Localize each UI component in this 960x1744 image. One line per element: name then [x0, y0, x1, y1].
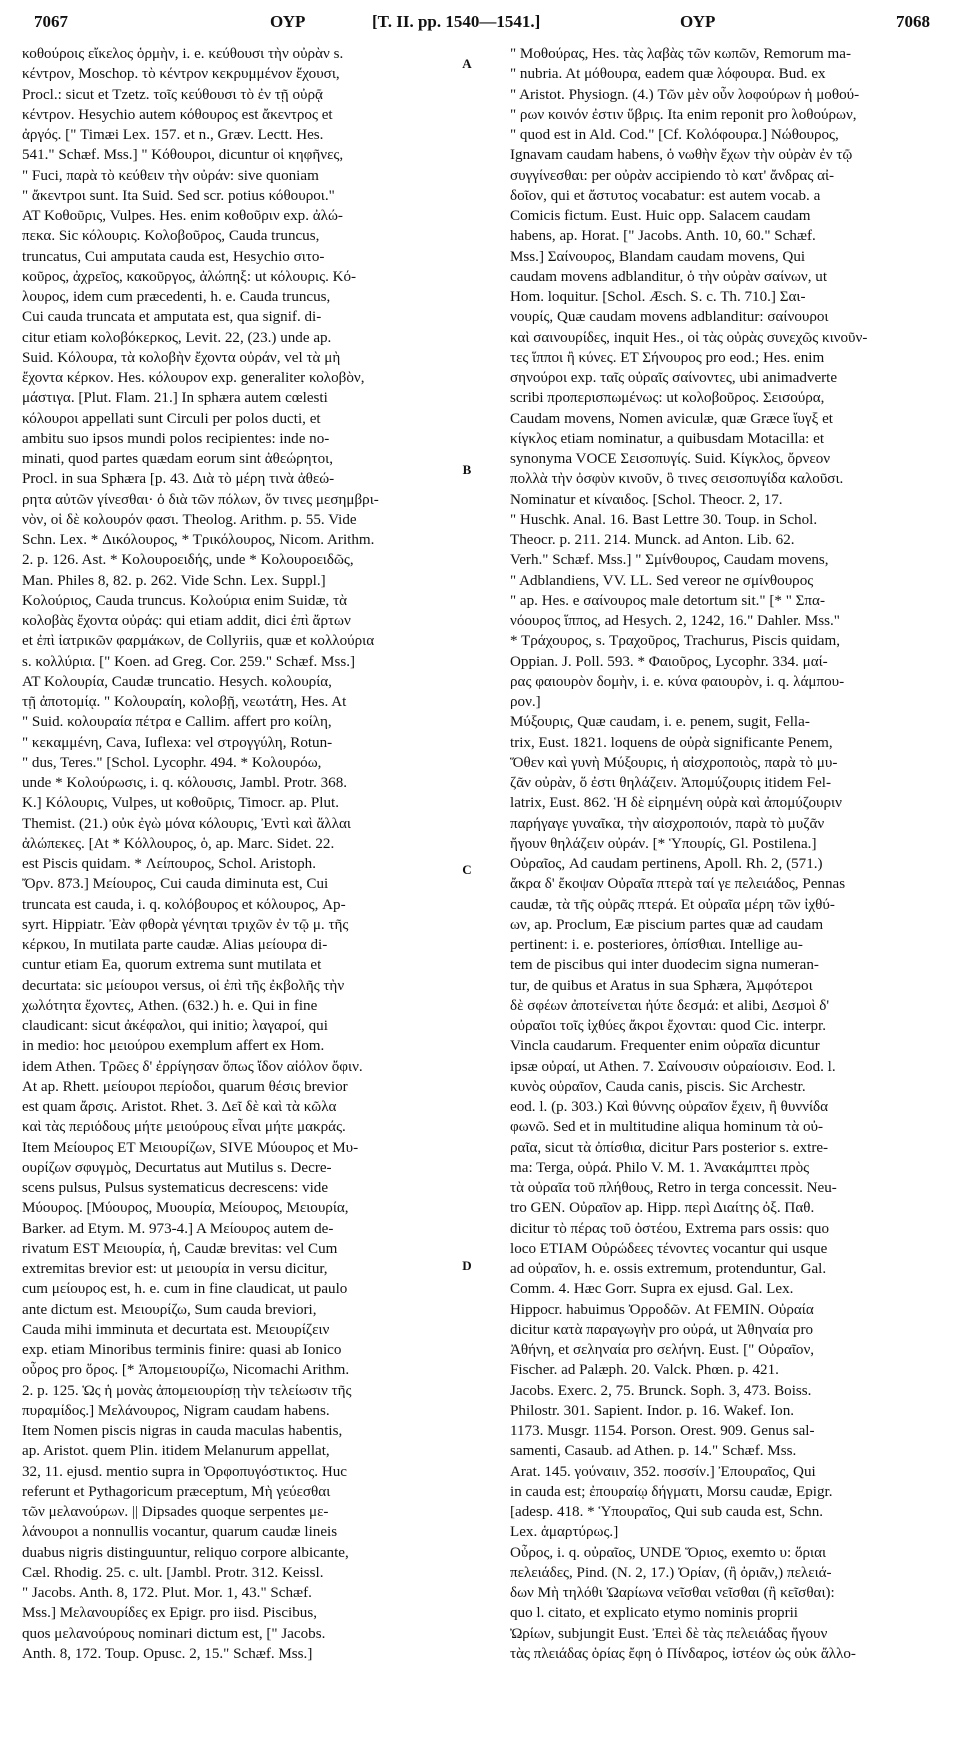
text-line: eod. l. (p. 303.) Καὶ θύννης οὐραῖον ἔχειν, ἢ θυννίδα — [510, 1099, 829, 1115]
right-text-column — [510, 44, 940, 1664]
volume-page-range: [T. II. pp. 1540—1541.] — [372, 12, 541, 31]
text-line: κολοβὰς ἔχοντα οὐράς: qui etiam addit, dici ἐπὶ ἄρτων — [22, 613, 351, 629]
text-line: Κολούριος, Cauda truncus. Κολούρια enim Suidæ, τὰ — [22, 592, 348, 609]
text-line: Mss.] Σαίνουρος, Blandam caudam movens, Qui — [510, 248, 806, 265]
left-text-column — [22, 44, 452, 1664]
text-line: κοῦρος, ἀχρεῖος, κακοῦργος, ἀλώπηξ: ut κόλουρις. Κό- — [22, 268, 357, 285]
text-line: Ὅθεν καὶ γυνὴ Μύξουρις, ἡ αἰσχροποιὸς, παρὰ τὸ μυ- — [510, 754, 838, 771]
text-line: loco ETIAM Οὐρώδεες τένοντες vocantur qui usque — [510, 1240, 828, 1257]
text-line: pertinent: i. e. posteriores, ὀπίσθιαι. Intellige au- — [510, 937, 803, 953]
text-line: Jacobs. Exerc. 2, 75. Brunck. Soph. 3, 473. Boiss. — [510, 1382, 812, 1399]
text-line: truncata est cauda, i. q. κολόβουρος et κόλουρος, Ap- — [22, 896, 346, 913]
text-line: Anth. 8, 172. Toup. Opusc. 2, 15." Schæf. Mss.] — [22, 1645, 313, 1662]
text-line: decurtata: sic μείουροι versus, οἱ ἐπὶ τῆς ἐκβολῆς τὴν — [22, 977, 345, 994]
text-line: " Huschk. Anal. 16. Bast Lettre 30. Toup. in Schol. — [510, 511, 818, 528]
text-line: καὶ τὰς περιόδους μήτε μειούρους εἶναι μήτε μακράς. — [22, 1119, 346, 1136]
text-line: quos μελανούρους nominari dictum est, [" Jacobs. — [22, 1625, 326, 1642]
text-line: Cui cauda truncata et amputata est, qua signif. di- — [22, 309, 322, 326]
text-line: ambitu suo ipsos mundi polos recipientes: inde no- — [22, 430, 330, 447]
text-line: οὐραῖοι τοῖς ἰχθύες ἄκροι ἔχονται: quod Cic. interpr. — [510, 1018, 827, 1034]
text-line: Barker. ad Etym. M. 973-4.] A Μείουρος autem de- — [22, 1220, 334, 1237]
text-line: τὰ οὐραῖα τοῦ πλήθους, Retro in terga concessit. Neu- — [510, 1180, 837, 1196]
text-line: " Fuci, παρὰ τὸ κεύθειν τὴν οὐράν: sive quoniam — [22, 167, 319, 184]
text-line: κέντρον, Moschop. τὸ κέντρον κεκρυμμένον ἔχουσι, — [22, 66, 340, 83]
text-line: ρητα αὐτῶν γίνεσθαι· ὁ διὰ τῶν πόλων, ὅν τινες μεσημβρι- — [22, 491, 379, 508]
text-line: τῶν μελανούρων. || Dipsades quoque serpentes με- — [22, 1504, 329, 1520]
text-line: ἄκρα δ' ἔκοψαν Οὐραῖα πτερὰ ταί γε πελειάδος, Pennas — [510, 876, 846, 893]
text-line: παρήγαγε γυναῖκα, τὴν αἰσχροποιόν, παρὰ τὸ μυζᾶν — [510, 815, 825, 832]
text-line: Procl.: sicut et Tzetz. τοῖς κεύθουσι τὸ ἐν τῇ οὐρᾷ — [22, 86, 323, 103]
text-line: δὲ σφέων ἀποτείνεται ἠύτε δεσμά: et alibi, Δεσμοὶ δ' — [510, 997, 830, 1014]
text-line: ων, ap. Proclum, Eæ piscium partes quæ ad caudam — [510, 916, 824, 933]
text-line: Ὄρν. 873.] Μείουρος, Cui cauda diminuta est, Cui — [22, 876, 329, 893]
text-line: in cauda est; ἐπουραίῳ δήγματι, Morsu caudæ, Epigr. — [510, 1483, 833, 1500]
text-line: ad οὐραῖον, h. e. ossis extremum, protenduntur, Gal. — [510, 1261, 827, 1277]
text-line: Arat. 145. γούναιιν, 352. ποσσίν.] Ἐπουραῖος, Qui — [510, 1463, 816, 1480]
text-line: σηνούροι exp. ταῖς οὐραῖς σαίνοντες, ubi animadverte — [510, 370, 838, 386]
left-page-number: 7067 — [34, 12, 68, 31]
text-line: δων Μὴ τηλόθι Ὠαρίωνα νεῖσθαι νεῖσθαι (ἢ κεῖσθαι): — [510, 1585, 835, 1601]
text-line: 2. p. 125. Ὡς ἡ μονὰς ἀπομειουρίσῃ τὴν τελείωσιν τῆς — [22, 1382, 352, 1399]
text-line: Ἀθήνη, et σεληναία pro σελήνη. Eust. [" Οὐραῖον, — [510, 1342, 815, 1358]
text-line: Οὖρος, i. q. οὐραῖος, UNDE Ὅριος, exemto υ: ὅριαι — [510, 1544, 827, 1561]
text-line: Comicis fictum. Eust. Huic opp. Salacem caudam — [510, 208, 811, 224]
text-line: idem Athen. Τρῶες δ' ἐρρίγησαν ὅπως ἴδον αἰόλον ὄφιν. — [22, 1058, 363, 1075]
text-line: Hippocr. habuimus Ὀρροδῶν. At FEMIN. Οὐραία — [510, 1301, 814, 1318]
text-line: Philostr. 301. Sapient. Indor. p. 16. Wakef. Ion. — [510, 1402, 795, 1419]
text-line: Comm. 4. Hæc Gorr. Supra ex ejusd. Gal. Lex. — [510, 1281, 794, 1298]
text-line: cum μείουρος est, h. e. cum in fine claudicat, ut paulo — [22, 1281, 348, 1298]
text-line: scens pulsus, Pulsus systematicus decrescens: vide — [22, 1180, 329, 1196]
text-line: s. κολλύρια. [" Koen. ad Greg. Cor. 259." Schæf. Mss.] — [22, 653, 356, 670]
text-line: Hom. loquitur. [Schol. Æsch. S. c. Th. 710.] Σαι- — [510, 289, 806, 305]
text-line: ραῖα, sicut τὰ ὀπίσθια, dicitur Pars posterior s. extre- — [510, 1139, 829, 1156]
text-line: caudæ, τὰ τῆς οὐρᾶς πτερά. Et οὐραῖα μέρη τῶν ἰχθύ- — [510, 896, 835, 913]
text-line: ουρίζων σφυγμὸς, Decurtatus aut Mutilus s. Decre- — [22, 1159, 332, 1176]
text-line: τῇ ἀποτομίᾳ. " Κολουραίη, κολοβῇ, νεωτάτη, Hes. At — [22, 694, 347, 710]
text-line: ante dictum est. Μειουρίζω, Sum cauda breviori, — [22, 1301, 317, 1318]
text-line: κέρκου, In mutilata parte caudæ. Alias μείουρα di- — [22, 937, 328, 953]
text-line: " κεκαμμένη, Cava, Iuflexa: vel στρογγύλη, Rotun- — [22, 734, 333, 751]
section-marker-c: C — [462, 862, 472, 877]
text-line: Item Μείουρος ΕΤ Μειουρίζων, SIVE Μύουρος et Μυ- — [22, 1139, 359, 1156]
text-line: rivatum EST Μειουρία, ἡ, Caudæ brevitas: vel Cum — [22, 1240, 338, 1257]
text-line: ζᾶν οὐρὰν, ὅ ἐστι θηλάζειν. Ἀπομύζουρις itidem Fel- — [510, 775, 831, 791]
text-line: quo l. citato, et explicato etymo nominis proprii — [510, 1605, 798, 1622]
text-line: " ap. Hes. e σαίνουρος male detortum sit." [* " Σπα- — [510, 592, 825, 609]
text-line: Item Nomen piscis nigras in cauda maculas habentis, — [22, 1423, 343, 1439]
text-line: νὸν, οἱ δὲ κολουρόν φασι. Theolog. Arithm. p. 55. Vide — [22, 511, 357, 528]
text-line: cuntur etiam Ea, quorum extrema sunt mutilata et — [22, 957, 322, 974]
text-line: κέντρον. Hesychio autem κόθουρος est ἄκεντρος et — [22, 106, 333, 123]
text-line: At ap. Rhett. μείουροι περίοδοι, quarum θέσις brevior — [22, 1078, 348, 1095]
text-line: " nubria. At μόθουρα, eadem quæ λόφουρα. Bud. ex — [510, 66, 826, 83]
text-line: Οὐραῖος, Ad caudam pertinens, Apoll. Rh. 2, (571.) — [510, 856, 823, 872]
text-line: extremitas brevior est: ut μειουρία in versu dicitur, — [22, 1261, 328, 1277]
text-line: 2. p. 126. Ast. * Κολουροειδής, unde * Κολουροειδῶς, — [22, 552, 354, 569]
text-line: " ἄκεντροι sunt. Ita Suid. Sed scr. potius κόθουροι." — [22, 187, 335, 204]
text-line: κυνὸς οὐραῖον, Cauda canis, piscis. Sic Archestr. — [510, 1078, 806, 1095]
text-line: minati, quod partes quædam eorum sint ἀθεώρητοι, — [22, 451, 334, 467]
text-line: truncatus, Cui amputata cauda est, Hesychio σιτο- — [22, 248, 325, 265]
text-line: Nominatur et κίναιδος. [Schol. Theocr. 2, 17. — [510, 491, 783, 508]
text-line: φωνῶ. Sed et in multitudine aliqua hominum τὰ οὐ- — [510, 1119, 823, 1136]
text-line: πεκα. Sic κόλουρις. Κολοβοῦρος, Cauda truncus, — [22, 228, 320, 245]
text-line: ΑΤ Κολουρία, Caudæ truncatio. Hesych. κολουρία, — [22, 673, 332, 690]
text-line: unde * Κολούρωσις, i. q. κόλουσις, Jambl. Protr. 368. — [22, 775, 348, 791]
text-line: dicitur κατὰ παραγωγὴν pro οὐρά, ut Ἀθηναία pro — [510, 1321, 814, 1338]
text-line: Caudam movens, Nomen aviculæ, quæ Græce ἴυγξ et — [510, 410, 833, 427]
text-line: Verh." Schæf. Mss.] " Σμίνθουρος, Caudam movens, — [510, 552, 829, 569]
text-line: κοθούροις εἴκελος ὁρμὴν, i. e. κεύθουσι τὴν οὐρὰν s. — [22, 46, 344, 62]
text-line: δοῖον, qui et ἄστυτος vocabatur: est autem vocab. a — [510, 187, 821, 204]
text-line: Ὠρίων, subjungit Eust. Ἐπεὶ δὲ τὰς πελειάδας ἤγουν — [510, 1625, 828, 1642]
section-marker-b: B — [462, 462, 472, 477]
text-line: et ἐπὶ ἰατρικῶν φαρμάκων, de Collyriis, quæ et κολλούρια — [22, 633, 375, 650]
text-line: ipsæ οὐραί, ut Athen. 7. Σαίνουσιν οὐραίοισιν. Eod. l. — [510, 1058, 836, 1075]
text-line: dicitur τὸ πέρας τοῦ ὀστέου, Extrema pars ossis: quo — [510, 1220, 830, 1237]
text-line: Fischer. ad Palæph. 20. Valck. Phœn. p. 421. — [510, 1362, 779, 1379]
text-line: duabus nigris distinguuntur, reliquo corpore albicante, — [22, 1544, 349, 1561]
text-line: τὰς πλειάδας ὁρίας ἔφη ὁ Πίνδαρος, ἰστέον ὡς οὐκ ἄλλο- — [510, 1645, 856, 1662]
text-line: " Μοθούρας, Hes. τὰς λαβὰς τῶν κωπῶν, Remorum ma- — [510, 46, 851, 62]
text-line: tur, de quibus et Aratus in sua Sphæra, Ἀμφότεροι — [510, 977, 813, 994]
text-line: tem de piscibus qui inter duodecim signa numeran- — [510, 957, 819, 974]
text-line: χωλότητα ἔχοντες, Athen. (632.) h. e. Qui in fine — [22, 997, 318, 1014]
text-line: " Aristot. Physiogn. (4.) Τῶν μὲν οὖν λοφούρων ἡ μοθού- — [510, 86, 860, 103]
text-line: syrt. Hippiatr. Ἐὰν φθορὰ γένηται τριχῶν ἐν τῷ μ. τῆς — [22, 916, 349, 933]
text-line: Μύουρος. [Μύουρος, Μυουρία, Μείουρος, Μειουρία, — [22, 1200, 349, 1217]
text-line: habens, ap. Horat. [" Jacobs. Anth. 10, 60." Schæf. — [510, 228, 816, 245]
text-line: Vincla caudarum. Frequenter enim οὐραῖα dicuntur — [510, 1038, 820, 1055]
text-line: scribi προπερισπωμένως: ut κολοβοῦρος. Σεισούρα, — [510, 390, 825, 407]
text-line: exp. etiam Minoribus terminis finire: quasi ab Ionico — [22, 1342, 342, 1358]
text-line: est quam ἄρσις. Aristot. Rhet. 3. Δεῖ δὲ καὶ τὰ κῶλα — [22, 1099, 337, 1115]
section-marker-d: D — [462, 1258, 472, 1273]
text-line: λάνουροι a nonnullis vocantur, quarum caudæ lineis — [22, 1524, 338, 1541]
text-line: est Piscis quidam. * Λείπουρος, Schol. Aristoph. — [22, 856, 316, 872]
text-line: latrix, Eust. 862. Ἡ δὲ εἰρημένη οὐρὰ καὶ ἀπομύζουριν — [510, 795, 842, 812]
section-marker-a: A — [462, 56, 472, 71]
text-line: Schn. Lex. * Δικόλουρος, * Τρικόλουρος, Nicom. Arithm. — [22, 532, 375, 548]
text-line: in medio: hoc μειούρου exemplum affert ex Hom. — [22, 1038, 325, 1055]
text-line: Man. Philes 8, 82. p. 262. Vide Schn. Lex. Suppl.] — [22, 572, 326, 589]
text-line: tro GEN. Οὐραῖον ap. Hipp. περὶ Διαίτης ὀξ. Παθ. — [510, 1200, 815, 1217]
text-line: Cæl. Rhodig. 25. c. ult. [Jambl. Protr. 312. Keissl. — [22, 1564, 324, 1581]
text-line: ἔχοντα κέρκον. Hes. κόλουρον exp. generaliter κολοβὸν, — [22, 370, 365, 386]
text-line: 1173. Musgr. 1154. Porson. Orest. 909. Genus sal- — [510, 1423, 815, 1439]
text-line: [adesp. 418. * Ὑπουραῖος, Qui sub cauda est, Schn. — [510, 1504, 824, 1520]
text-line: πελειάδες, Pind. (N. 2, 17.) Ὀρίαν, (ἢ ὀριᾶν,) πελειά- — [510, 1564, 832, 1581]
text-line: citur etiam κολοβόκερκος, Levit. 22, (23.) unde ap. — [22, 329, 332, 346]
text-line: ΑΤ Κοθοῦρις, Vulpes. Hes. enim κοθοῦριν exp. ἀλώ- — [22, 208, 343, 224]
text-line: συγγίνεσθαι: per οὐρὰν accipiendo τὸ κατ' ἄνδρας αἰ- — [510, 167, 835, 184]
text-line: Suid. Κόλουρα, τὰ κολοβὴν ἔχοντα οὐράν, vel τὰ μὴ — [22, 349, 341, 366]
text-line: τες ἵπποι ἢ κύνες. ΕΤ Σήνουρος pro eod.; Hes. enim — [510, 349, 825, 366]
text-line: Oppian. J. Poll. 593. * Φαιοῦρος, Lycophr. 334. μαί- — [510, 653, 828, 670]
text-line: " Adblandiens, VV. LL. Sed vereor ne σμίνθουρος — [510, 572, 814, 589]
text-line: ρας φαιουρὸν δομὴν, i. e. κύνα φαιουρὸν, i. q. λάμπου- — [510, 673, 845, 690]
right-page-number: 7068 — [896, 12, 930, 31]
text-line: λουρος, idem cum præcedenti, h. e. Cauda truncus, — [22, 289, 331, 305]
text-line: καὶ σαινουρίδες, inquit Hes., οἱ τὰς οὐρὰς συνεχῶς κινοῦν- — [510, 329, 868, 346]
right-running-head: ΟΥΡ — [680, 12, 716, 31]
text-line: 541." Schæf. Mss.] " Κόθουροι, dicuntur οἱ κηφῆνες, — [22, 147, 344, 164]
text-line: 32, 11. ejusd. mentio supra in Ὀρφοπυγόστικτος. Huc — [22, 1463, 347, 1480]
text-line: ap. Aristot. quem Plin. itidem Melanurum appellat, — [22, 1443, 330, 1460]
text-line: Mss.] Μελανουρίδες ex Epigr. pro iisd. Piscibus, — [22, 1605, 317, 1622]
text-line: ἀλώπεκες. [At * Κόλλουρος, ὁ, ap. Marc. Sidet. 22. — [22, 835, 335, 852]
text-line: K.] Κόλουρις, Vulpes, ut κοθοῦρις, Timocr. ap. Plut. — [22, 795, 339, 812]
text-line: Lex. ἁμαρτύρως.] — [510, 1524, 619, 1541]
text-line: " quod est in Ald. Cod." [Cf. Κολόφουρα.] Νώθουρος, — [510, 127, 839, 143]
text-line: ma: Terga, οὐρά. Philo V. M. 1. Ἀνακάμπτει πρὸς — [510, 1159, 810, 1176]
text-line: ἀργός. [" Timæi Lex. 157. et n., Græv. Lectt. Hes. — [22, 127, 324, 143]
left-running-head: ΟΥΡ — [270, 12, 306, 31]
text-line: * Τράχουρος, s. Τραχοῦρος, Trachurus, Piscis quidam, — [510, 633, 841, 650]
text-line: Cauda mihi imminuta et decurtata est. Μειουρίζειν — [22, 1321, 330, 1338]
text-line: Ignavam caudam habens, ὁ νωθὴν ἔχων τὴν οὐρὰν ἐν τῷ — [510, 147, 853, 164]
text-line: trix, Eust. 1821. loquens de οὐρὰ significante Penem, — [510, 734, 833, 751]
text-line: Procl. in sua Sphæra [p. 43. Διὰ τὸ μέρη τινὰ ἀθεώ- — [22, 471, 335, 488]
text-line: Theocr. p. 211. 214. Munck. ad Anton. Lib. 62. — [510, 532, 795, 548]
text-line: synonyma VOCE Σεισοπυγίς. Suid. Κίγκλος, ὄρνεον — [510, 451, 831, 467]
text-line: caudam movens adblanditur, ὁ τὴν οὐρὰν σαίνων, ut — [510, 268, 828, 285]
text-line: " dus, Teres." [Schol. Lycophr. 494. * Κολουρόω, — [22, 754, 322, 771]
text-line: ρον.] — [510, 694, 541, 710]
text-line: κόλουροι appellati sunt Circuli per polos ducti, et — [22, 410, 321, 427]
text-line: νόουρος ἵππος, ad Hesych. 2, 1242, 16." Dahler. Mss." — [510, 613, 840, 629]
text-line: ἤγουν θηλάζειν οὐράν. [* Ὑπουρίς, Gl. Postilena.] — [510, 835, 817, 852]
text-line: μάστιγα. [Plut. Flam. 21.] In sphæra autem cœlesti — [22, 390, 328, 407]
text-line: " ρων κοινόν ἐστιν ὕβρις. Ita enim reponit pro λοθούρων, — [510, 106, 857, 123]
text-line: νουρίς, Quæ caudam movens adblanditur: σαίνουροι — [510, 309, 829, 326]
text-line: samenti, Casaub. ad Athen. p. 14." Schæf. Mss. — [510, 1443, 797, 1460]
text-line: κίγκλος etiam nominatur, a quibusdam Motacilla: et — [510, 430, 825, 447]
page-header — [0, 0, 960, 40]
text-line: πολλὰ τὴν ὀσφὺν κινοῦν, ὃ τινες σεισοπυγίδα καλοῦσι. — [510, 471, 844, 488]
text-line: Themist. (21.) οὐκ ἐγὼ μόνα κόλουρις, Ἐντὶ καὶ ἄλλαι — [22, 815, 351, 832]
text-line: " Jacobs. Anth. 8, 172. Plut. Mor. 1, 43." Schæf. — [22, 1585, 312, 1601]
text-line: claudicant: sicut ἀκέφαλοι, qui initio; λαγαροί, qui — [22, 1018, 328, 1034]
text-line: οὖρος pro ὅρος. [* Ἀπομειουρίζω, Nicomachi Arithm. — [22, 1362, 350, 1379]
text-line: " Suid. κολουραία πέτρα e Callim. affert pro κοίλη, — [22, 714, 332, 731]
text-line: πυραμίδος.] Μελάνουρος, Nigram caudam habens. — [22, 1402, 330, 1419]
text-line: Μύξουρις, Quæ caudam, i. e. penem, sugit, Fella- — [510, 714, 810, 731]
text-line: referunt et Pythagoricum præceptum, Μὴ γεύεσθαι — [22, 1483, 331, 1500]
